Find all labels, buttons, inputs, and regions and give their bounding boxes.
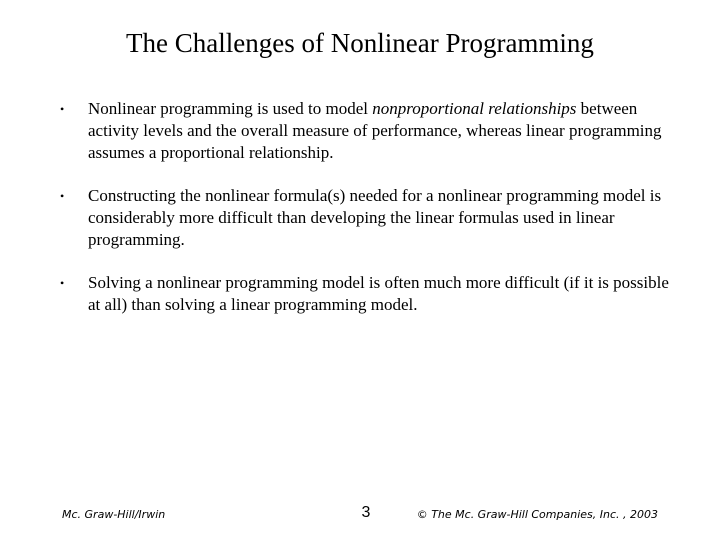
bullet-item-2	[0, 185, 720, 251]
footer-page-number: 3	[361, 504, 371, 521]
bullet-text-part: Constructing the nonlinear formula(s) needed for a nonlinear programming model is considerably more difficult than developing the linear formulas used in linear programming.	[88, 186, 662, 249]
bullet-list	[0, 98, 720, 337]
bullet-text	[88, 273, 669, 314]
bullet-text	[88, 99, 662, 162]
bullet-text-part: Solving a nonlinear programming model is often much more difficult (if it is possible at all) than solving a linear programming model.	[88, 273, 669, 314]
bullet-item-3	[0, 272, 720, 316]
bullet-text	[88, 186, 661, 249]
footer-copyright: © The Mc. Graw-Hill Companies, Inc. , 2003	[416, 508, 658, 521]
bullet-icon: •	[60, 276, 65, 290]
bullet-icon: •	[60, 102, 65, 116]
footer-publisher: Mc. Graw-Hill/Irwin	[62, 508, 166, 521]
bullet-text-part: between activity levels and the overall measure of performance, whereas linear programming assumes a proportional relationship.	[88, 99, 662, 162]
bullet-text-emphasis: nonproportional relationships	[372, 99, 577, 118]
bullet-item-1	[0, 98, 720, 164]
bullet-icon: •	[60, 189, 65, 203]
bullet-text-part: Nonlinear programming is used to model	[88, 99, 373, 118]
slide-title: The Challenges of Nonlinear Programming	[126, 28, 594, 58]
